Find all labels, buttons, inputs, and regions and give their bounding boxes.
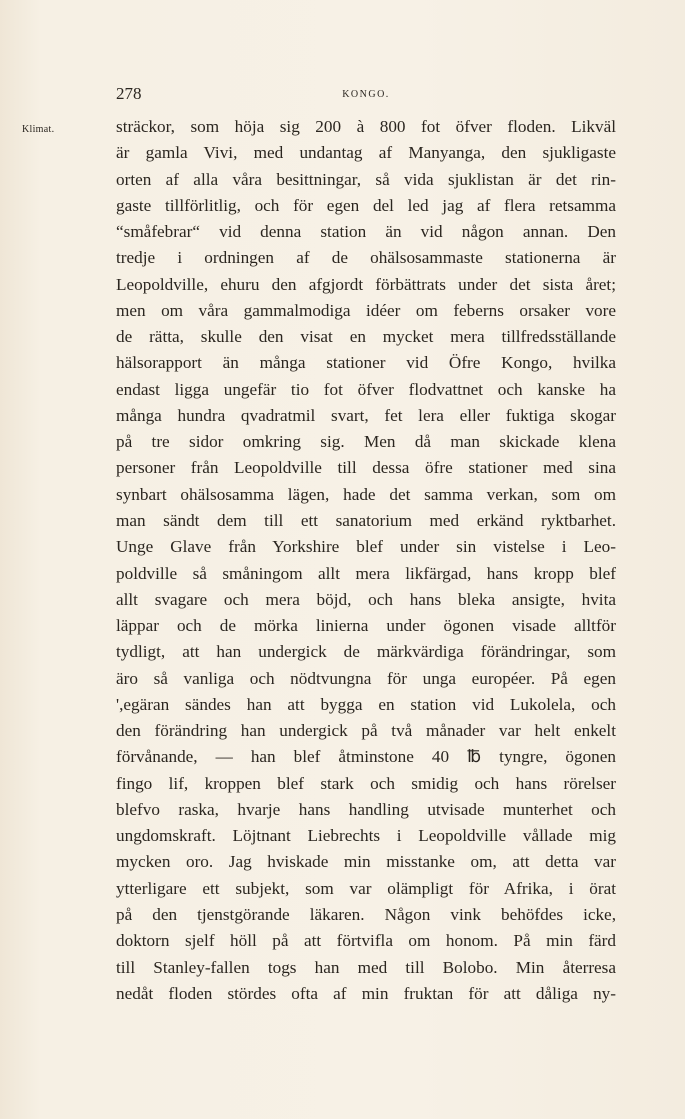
- text-line: tydligt, att han undergick de märkvärdiga förändringar, som: [116, 642, 616, 662]
- text-line: till Stanley-fallen togs han med till Bolobo. Min återresa: [116, 957, 616, 977]
- running-head: KONGO.: [342, 89, 390, 100]
- text-line: poldville så småningom allt mera likfärgad, hans kropp blef: [116, 563, 616, 583]
- text-line: mycken oro. Jag hviskade min misstanke om, att detta var: [116, 852, 616, 872]
- text-line: blefvo raska, hvarje hans handling utvisade munterhet och: [116, 799, 616, 819]
- text-line: de rätta, skulle den visat en mycket mera tillfredsställande: [116, 327, 616, 347]
- text-line: man sändt dem till ett sanatorium med erkänd ryktbarhet.: [116, 510, 616, 530]
- text-line: på den tjenstgörande läkaren. Någon vink behöfdes icke,: [116, 904, 616, 924]
- text-line: många hundra qvadratmil svart, fet lera eller fuktiga skogar: [116, 405, 616, 425]
- page-number: 278: [116, 84, 142, 103]
- text-line: tredje i ordningen af de ohälsosammaste stationerna är: [116, 248, 616, 268]
- text-line: sträckor, som höja sig 200 à 800 fot öfver floden. Likväl: [116, 117, 616, 136]
- text-line: allt svagare och mera böjd, och hans bleka ansigte, hvita: [116, 589, 616, 609]
- text-line: men om våra gammalmodiga idéer om feberns orsaker vore: [116, 300, 616, 320]
- text-line: den förändring han undergick på två månader var helt enkelt: [116, 721, 616, 741]
- text-line: gaste tillförlitlig, och för egen del led jag af flera retsamma: [116, 195, 616, 215]
- text-line: doktorn sjelf höll på att förtvifla om honom. På min färd: [116, 931, 616, 951]
- text-line: synbart ohälsosamma lägen, hade det samma verkan, som om: [116, 484, 616, 504]
- text-line: nedåt floden stördes ofta af min fruktan för att dåliga ny-: [116, 983, 616, 1003]
- text-line: hälsorapport än många stationer vid Öfre Kongo, hvilka: [116, 353, 616, 373]
- text-line: Leopoldville, ehuru den afgjordt förbättrats under det sista året;: [116, 274, 616, 294]
- text-line: orten af alla våra besittningar, så vida sjuklistan är det rin-: [116, 169, 616, 189]
- text-line: “småfebrar“ vid denna station än vid någon annan. Den: [116, 222, 616, 242]
- text-line: förvånande, — han blef åtminstone 40 ℔ tyngre, ögonen: [116, 747, 616, 767]
- text-line: läppar och de mörka linierna under ögonen visade alltför: [116, 616, 616, 636]
- text-line: ',egäran sändes han att bygga en station vid Lukolela, och: [116, 694, 616, 714]
- text-line: fingo lif, kroppen blef stark och smidig och hans rörelser: [116, 773, 616, 793]
- text-line: Unge Glave från Yorkshire blef under sin vistelse i Leo-: [116, 537, 616, 557]
- text-line: äro så vanliga och nödtvungna för unga européer. På egen: [116, 668, 616, 688]
- body-text: [116, 114, 616, 1007]
- page-header: [116, 84, 616, 108]
- text-line: är gamla Vivi, med undantag af Manyanga, den sjukligaste: [116, 143, 616, 163]
- text-line: ytterligare ett subjekt, som var olämpligt för Afrika, i örat: [116, 878, 616, 898]
- text-line: ungdomskraft. Löjtnant Liebrechts i Leopoldville vållade mig: [116, 826, 616, 846]
- text-line: personer från Leopoldville till dessa öfre stationer med sina: [116, 458, 616, 478]
- text-line: endast ligga ungefär tio fot öfver flodvattnet och kanske ha: [116, 379, 616, 399]
- text-line: på tre sidor omkring sig. Men då man skickade klena: [116, 432, 616, 452]
- margin-note: Klimat.: [22, 124, 55, 135]
